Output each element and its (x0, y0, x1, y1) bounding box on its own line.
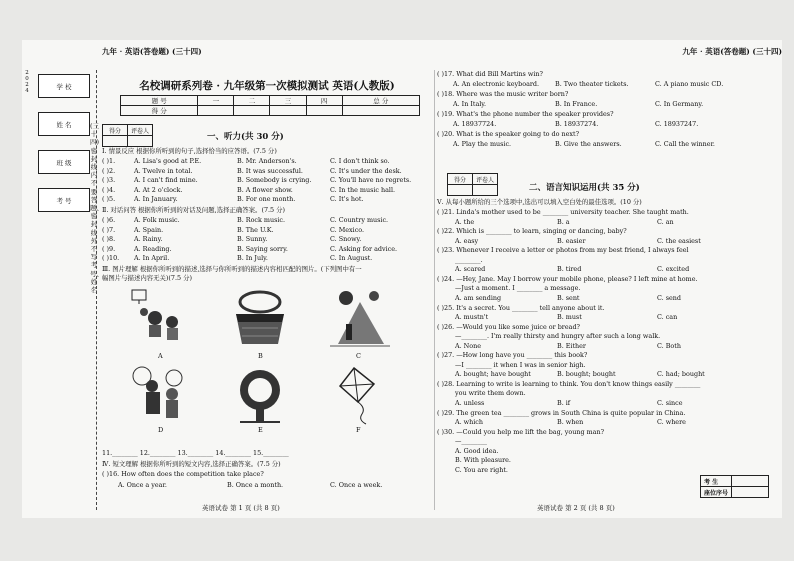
option-a: A. In January. (134, 195, 178, 204)
option: B. must (557, 313, 582, 322)
picture-f-kite (330, 364, 390, 426)
option-b: B. Rock music. (237, 216, 286, 224)
option: B. tired (557, 265, 582, 274)
option: B. when (557, 418, 584, 427)
option-b: B. Saying sorry. (237, 244, 288, 253)
option: B. a (557, 217, 570, 226)
question-number: ( )7. (102, 225, 116, 234)
picture-b-basket (230, 288, 290, 350)
question-stem-cont: —________ (455, 437, 487, 446)
question-stem: ( )24. —Hey, Jane. May I borrow your mobile phone, please? I left mine at home. (437, 274, 698, 283)
picture-a-label: A (158, 352, 163, 360)
question-stem-cont: —I ________ it when I was in senior high. (455, 360, 586, 369)
option-b: B. For one month. (237, 195, 296, 204)
picture-f-label: F (356, 426, 361, 434)
option: C. Both (657, 341, 681, 350)
question-number: ( )1. (102, 157, 116, 165)
option: B. bought; bought (557, 370, 616, 379)
option: A. am sending (455, 293, 502, 302)
q16-option-b: B. Once a month. (227, 481, 284, 489)
option-a: A. In April. (134, 254, 170, 263)
question-row (102, 176, 432, 186)
question-stem: ( )25. It's a secret. You ________ tell anyone about it. (437, 303, 605, 312)
picture-c-label: C (356, 352, 361, 360)
option: C. 18937247. (655, 119, 699, 128)
option: A. easy (455, 236, 479, 245)
question-number: ( )3. (102, 176, 116, 185)
option: C. an (657, 217, 674, 226)
page-title: 名校调研系列卷 · 九年级第一次模拟测试 英语(人教版) (139, 80, 395, 92)
seal-line-text: (三十四)密封线内不要答题、密封线外不写考号、姓名 (90, 122, 103, 295)
section-1-title: 一、听力(共 30 分) (207, 132, 284, 142)
option-c: C. In August. (330, 254, 373, 263)
question-stem: ( )19. What's the phone number the speaker provides? (437, 110, 614, 118)
option: A. Good idea. (455, 446, 499, 455)
option: C. A piano music CD. (655, 79, 724, 88)
option: B. easier (557, 236, 586, 245)
part-3-instructions-2: 幅图片与描述内容无关)(7.5 分) (102, 274, 192, 282)
option-a: A. Spain. (134, 225, 164, 234)
option-b: B. The U.K. (237, 225, 274, 234)
picture-e-label: E (258, 426, 263, 434)
option-a: A. Folk music. (134, 216, 180, 224)
option-c: C. I don't think so. (330, 157, 390, 165)
option-a: A. Reading. (134, 244, 172, 253)
question-stem: ( )30. —Could you help me lift the bag, young man? (437, 427, 604, 436)
grader-box-1: 得分 评卷人 (102, 124, 153, 147)
option-b: B. Somebody is crying. (237, 176, 312, 185)
option: A. mustn't (455, 313, 489, 322)
question-stem-cont: —________. I'm really thirsty and hungry after such a long walk. (455, 332, 661, 341)
header-right: 九年 · 英语(答卷题) (三十四) (682, 47, 782, 56)
page-2-footer: 英语试卷 第 2 页 (共 8 页) (537, 504, 615, 512)
option: C. send (657, 293, 681, 302)
question-stem: ( )28. Learning to write is learning to think. You don't know things easily ________ (437, 379, 701, 388)
exam-sheet (22, 40, 782, 518)
option: A. An electronic keyboard. (453, 79, 540, 88)
option-c: C. Asking for advice. (330, 244, 398, 253)
picture-d-label: D (158, 426, 164, 434)
question-number: ( )9. (102, 244, 116, 253)
option-c: C. Snowy. (330, 235, 362, 244)
question-16: ( )16. How often does the competition take place? (102, 470, 264, 478)
seat-number-box: 考 生 座位序号 (700, 475, 769, 498)
question-row (102, 245, 432, 255)
option-a: A. At 2 o'clock. (134, 185, 183, 194)
question-stem: ( )17. What did Bill Martins win? (437, 70, 543, 78)
part-3-answer-blanks[interactable]: 11.________ 12.________ 13.________ 14.________ 15.________ (102, 449, 289, 457)
option-c: C. It's under the desk. (330, 166, 402, 175)
page-1-footer: 英语试卷 第 1 页 (共 8 页) (202, 504, 280, 512)
picture-b-label: B (258, 352, 263, 360)
option-a: A. Rainy. (134, 235, 163, 244)
header-left: 九年 · 英语(答卷题) (三十四) (102, 47, 202, 56)
option-b: B. Sunny. (237, 235, 268, 244)
seal-line (96, 70, 97, 510)
question-row (102, 167, 432, 177)
picture-c-pyramid (330, 288, 390, 350)
option: C. can (657, 313, 678, 322)
question-number: ( )2. (102, 166, 116, 175)
option: B. sent (557, 293, 580, 302)
question-stem-cont: ________. (455, 255, 483, 264)
option-a: A. Lisa's good at P.E. (134, 157, 202, 165)
question-stem: ( )21. Linda's mother used to be ________ university teacher. She taught math. (437, 208, 689, 216)
picture-d-police-officer (130, 364, 190, 426)
option-b: B. In July. (237, 254, 268, 263)
option: C. Call the winner. (655, 139, 715, 148)
question-row (102, 216, 432, 226)
question-stem-cont: —Just a moment. I ________ a message. (455, 284, 581, 293)
option-b: B. Mr. Anderson's. (237, 157, 297, 165)
option: A. 18937724. (453, 119, 497, 128)
question-stem: ( )22. Which is ________ to learn, singing or dancing, baby? (437, 227, 627, 236)
question-stem: ( )29. The green tea ________ grows in South China is quite popular in China. (437, 408, 686, 417)
option-b: B. A flower show. (237, 185, 293, 194)
option-c: C. Mexico. (330, 225, 365, 234)
name-box: 姓 名 (38, 112, 90, 136)
part-2-instructions: Ⅱ. 对话问答 根据你所听到的对话及问题,选择正确答案。(7.5 分) (102, 206, 286, 214)
option: A. unless (455, 399, 485, 407)
question-stem: ( )20. What is the speaker going to do next? (437, 130, 579, 138)
option: C. had; bought (657, 370, 705, 379)
score-table: 题 号 一 二 三 四 总 分 得 分 (120, 95, 420, 116)
q16-option-a: A. Once a year. (118, 481, 167, 489)
grader-box-2: 得分 评卷人 (447, 173, 498, 196)
question-row (102, 226, 432, 236)
binding-margin (22, 70, 103, 510)
exam-number-box: 考 号 (38, 188, 90, 212)
option: B. With pleasure. (455, 456, 511, 465)
page-1 (102, 40, 432, 518)
question-number: ( )10. (102, 254, 120, 263)
option: C. the easiest (657, 236, 701, 245)
question-stem: ( )18. Where was the music writer born? (437, 90, 569, 98)
option: B. Give the answers. (555, 139, 622, 148)
option: C. excited (657, 265, 690, 274)
option: A. which (455, 418, 484, 427)
option-c: C. Country music. (330, 216, 389, 224)
option-a: A. I can't find mine. (134, 176, 198, 185)
question-stem: ( )23. Whenever I receive a letter or photos from my best friend, I always feel (437, 246, 689, 255)
option: B. Either (557, 341, 586, 350)
option: C. You are right. (455, 465, 508, 474)
option-c: C. It's hot. (330, 195, 364, 204)
question-stem: ( )26. —Would you like some juice or bread? (437, 322, 580, 331)
question-row (102, 235, 432, 245)
page-2 (437, 40, 782, 518)
question-number: ( )5. (102, 195, 116, 204)
part-1-instructions: Ⅰ. 情景反应 根据你所听到的句子,选择恰当的应答语。(7.5 分) (102, 147, 277, 155)
option-a: A. Twelve in total. (134, 166, 193, 175)
picture-a-kids-basketball (130, 288, 190, 350)
option: B. if (557, 399, 571, 407)
section-2-title: 二、语言知识运用(共 35 分) (529, 183, 640, 193)
question-number: ( )6. (102, 216, 116, 224)
option: A. scared (455, 265, 486, 274)
q16-option-c: C. Once a week. (330, 481, 383, 489)
option: C. In Germany. (655, 99, 704, 108)
question-row (102, 195, 432, 205)
school-box: 学 校 (38, 74, 90, 98)
option: B. Two theater tickets. (555, 79, 629, 88)
option-c: C. In the music hall. (330, 185, 396, 194)
part-5-instructions: Ⅴ. 从每小题所给的三个选项中,选出可以填入空白处的最佳选项。(10 分) (437, 198, 642, 206)
class-box: 班 级 (38, 150, 90, 174)
option: A. None (455, 341, 482, 350)
question-row (102, 254, 432, 264)
part-3-instructions-1: Ⅲ. 图片理解 根据你所听到的描述,选择与你所听到的描述内容相匹配的图片。(下列图中有一 (102, 265, 362, 273)
question-row (102, 157, 432, 167)
question-stem-cont: you write them down. (455, 389, 526, 398)
question-stem: ( )27. —How long have you ________ this book? (437, 351, 588, 360)
option: A. Play the music. (453, 139, 512, 148)
question-number: ( )8. (102, 235, 116, 244)
question-row (102, 186, 432, 196)
part-4-instructions: Ⅳ. 短文理解 根据你所听到的短文内容,选择正确答案。(7.5 分) (102, 460, 281, 468)
option: B. In France. (555, 99, 598, 108)
option-b: B. It was successful. (237, 166, 303, 175)
page-divider (434, 70, 435, 510)
option: A. In Italy. (453, 99, 487, 108)
picture-e-sculpture (230, 364, 290, 426)
option: A. the (455, 217, 475, 226)
question-number: ( )4. (102, 185, 116, 194)
option: C. where (657, 418, 686, 427)
option-c: C. You'll have no regrets. (330, 176, 412, 185)
option: C. since (657, 399, 683, 407)
option: B. 18937274. (555, 119, 599, 128)
option: A. bought; have bought (455, 370, 531, 379)
year-label: 2024 (25, 70, 29, 94)
